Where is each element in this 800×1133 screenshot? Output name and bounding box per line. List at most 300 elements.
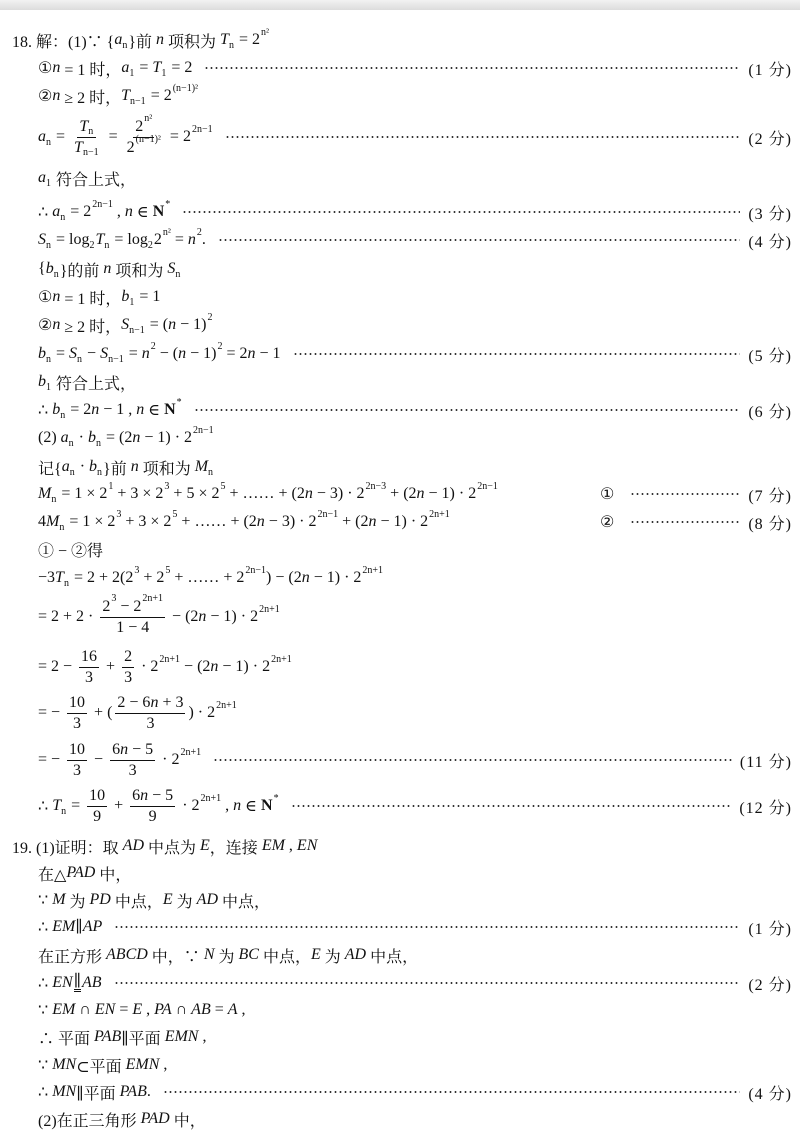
dotted-leader (182, 210, 740, 214)
math-variable: n (91, 401, 100, 418)
superscript: * (176, 396, 182, 408)
superscript: 2n+1 (362, 564, 384, 576)
math-text: + (110, 797, 128, 814)
subscript: n (59, 521, 65, 533)
math-text: ∥平面 (76, 1085, 120, 1103)
math-variable: n (233, 797, 242, 814)
math-text: = 2 (146, 87, 172, 104)
math-text: 符合上式， (52, 375, 137, 393)
line-content (38, 167, 136, 190)
superscript: 2n+1 (259, 603, 280, 615)
superscript: (n−1)² (135, 133, 161, 145)
fraction-denominator (125, 133, 163, 158)
math-text: + …… + 2 (170, 569, 245, 586)
line-content (38, 396, 182, 421)
math-variable: n (52, 316, 61, 333)
math-text: 10 (89, 786, 106, 804)
score-label: (11 分) (739, 753, 792, 771)
math-variable: a (38, 128, 46, 145)
math-text: − 1) (176, 316, 207, 333)
math-text: 6 (112, 740, 121, 758)
score-label: (12 分) (739, 799, 792, 817)
math-text: , (159, 1056, 168, 1073)
math-text: 2 (102, 597, 111, 615)
math-text: = 2 (66, 401, 92, 418)
math-variable: E (310, 946, 321, 963)
fraction (115, 693, 185, 734)
math-variable: AB (82, 974, 102, 991)
math-text: − 5 (148, 786, 174, 804)
superscript: 5 (165, 564, 171, 576)
math-text: ① (38, 289, 53, 306)
score-label: (3 分) (748, 205, 792, 223)
math-text: + (2 (338, 513, 369, 530)
superscript: 2n+1 (180, 746, 202, 758)
math-variable: MN (52, 1056, 77, 1073)
math-variable: AD (344, 946, 367, 963)
solution-line (38, 886, 792, 914)
math-text: − (83, 345, 101, 362)
math-text: 10 (69, 693, 86, 711)
dotted-leader (218, 238, 740, 242)
solution-line (38, 592, 792, 636)
math-variable: a (52, 203, 61, 220)
dotted-leader (293, 352, 741, 356)
math-variable: M (194, 458, 209, 475)
score-label: (5 分) (748, 347, 792, 365)
superscript: 2 (196, 226, 202, 238)
math-text: , (112, 203, 125, 220)
math-text: = 1 时， (60, 290, 122, 308)
top-edge (0, 0, 800, 10)
math-text: 6 (132, 786, 141, 804)
math-text: − 1) · 2 (309, 569, 362, 586)
superscript: 2n+1 (216, 699, 237, 711)
score-label: (7 分) (748, 487, 792, 505)
math-text: ≥ 2 时， (60, 318, 122, 336)
solution-line (38, 396, 792, 424)
math-text: ) − (2 (266, 569, 302, 586)
math-text: − 1) · 2 (206, 608, 259, 625)
math-text: = 2 + 2(2 (69, 569, 134, 586)
subscript: 1 (129, 67, 135, 79)
solution-line (38, 424, 792, 452)
math-text: = 2 − (38, 658, 77, 675)
dotted-leader (194, 408, 741, 412)
math-variable: a (60, 429, 69, 446)
line-content (38, 647, 292, 688)
math-text: }的前 (59, 262, 104, 280)
math-text: ∴ (38, 204, 53, 221)
math-text: − 1) · 2 (424, 485, 477, 502)
math-text: · 2 (137, 658, 159, 675)
math-text: = 2 (66, 203, 92, 220)
line-content (38, 258, 181, 281)
math-variable: n (210, 658, 219, 675)
math-variable: n (141, 345, 150, 362)
fraction-denominator (71, 761, 83, 781)
math-variable: M (38, 485, 52, 502)
solution-line (12, 832, 792, 860)
math-text: { (38, 260, 46, 277)
math-text: ∩ (171, 1001, 192, 1018)
math-text: ≥ 2 时， (60, 89, 122, 107)
math-variable: n (256, 513, 265, 530)
superscript: 3 (116, 508, 122, 520)
math-variable: MN (52, 1083, 77, 1100)
math-text: · 2 (158, 751, 180, 768)
math-variable: PAB (119, 1083, 147, 1100)
solution-line (38, 1105, 792, 1133)
math-text: ∥ (75, 919, 83, 936)
line-content (38, 226, 206, 251)
math-text: 项和为 (138, 460, 195, 478)
subscript: 1 (129, 296, 135, 308)
math-text: 2 (153, 231, 162, 248)
solution-line (38, 453, 792, 481)
math-variable: n (150, 693, 159, 711)
math-text: 中点为 (144, 839, 201, 857)
subscript: n (95, 437, 101, 449)
fraction (100, 592, 165, 638)
math-text: , (221, 797, 234, 814)
math-text: ∵ (38, 892, 53, 909)
fraction-numerator (67, 693, 87, 714)
math-text: 3 (85, 668, 94, 686)
solution-line (38, 941, 792, 969)
subscript: n (63, 577, 69, 589)
subscript: n (53, 268, 59, 280)
math-variable: n (304, 485, 313, 502)
math-text: = 2 (234, 31, 260, 48)
line-content (38, 944, 418, 967)
math-text: − 1) · 2 (376, 513, 429, 530)
math-text: + 3 (158, 693, 184, 711)
superscript: 2n+1 (142, 592, 164, 604)
math-variable: AD (122, 837, 144, 854)
superscript: 3 (111, 592, 117, 604)
math-text: 16 (81, 647, 98, 665)
solution-line (38, 164, 792, 192)
line-content (38, 371, 136, 394)
math-text: 项积为 (164, 33, 221, 51)
score-label: (1 分) (748, 61, 792, 79)
line-content (12, 26, 269, 52)
math-text: 3 (73, 714, 82, 732)
solution-line (38, 255, 792, 283)
math-variable: b (121, 288, 130, 305)
superscript: 3 (134, 564, 140, 576)
fraction (67, 693, 87, 734)
math-text: − 1) · 2 (218, 658, 271, 675)
math-variable: EN (94, 1001, 116, 1018)
math-text: 4 (38, 513, 46, 530)
math-text: ∵ (38, 1057, 53, 1074)
score-label: (2 分) (748, 976, 792, 994)
math-variable: AD (196, 891, 218, 908)
fraction (110, 740, 155, 781)
math-variable: T (52, 797, 62, 814)
math-variable: PAD (66, 864, 96, 881)
line-content (38, 198, 171, 223)
math-text: −3 (38, 569, 56, 586)
subscript: 1 (46, 177, 51, 189)
math-text: − 5 (128, 740, 154, 758)
math-text: ∴ 平面 (38, 1030, 95, 1048)
math-text: 19. (1)证明：取 (12, 839, 123, 857)
math-variable: n (103, 260, 112, 277)
fraction-denominator (127, 761, 139, 781)
line-content (38, 1054, 167, 1077)
subscript: n−1 (129, 324, 145, 336)
math-variable: E (132, 1001, 143, 1018)
math-text: ∴ (38, 1084, 53, 1101)
solution-line (38, 368, 792, 396)
subscript: n (97, 466, 103, 478)
math-variable: a (61, 458, 70, 475)
subscript: n (88, 125, 94, 137)
math-text: = (67, 797, 85, 814)
math-text: − 2 (116, 597, 142, 615)
math-text: 为 (320, 948, 345, 966)
math-text: ∴ (38, 919, 53, 936)
fraction (125, 112, 163, 158)
math-text: = 1 × 2 (65, 513, 116, 530)
superscript: 2n−1 (245, 564, 267, 576)
math-text: 中点， (110, 893, 163, 911)
fraction-denominator (72, 138, 102, 158)
line-content (38, 1000, 246, 1020)
math-variable: T (79, 117, 89, 135)
solution-line (38, 693, 792, 732)
math-variable: M (46, 513, 60, 530)
math-text: , (142, 1001, 155, 1018)
math-variable: n (120, 740, 129, 758)
solution-line (38, 198, 792, 226)
math-text: − (2 (168, 608, 199, 625)
math-text: 为 (172, 893, 197, 911)
line-content (38, 57, 192, 80)
fraction-denominator (71, 714, 83, 734)
line-content (38, 538, 103, 561)
math-text: 10 (69, 740, 86, 758)
math-text: , (284, 837, 297, 854)
math-text: = log (52, 231, 90, 248)
solution-line (38, 112, 792, 158)
fraction (130, 786, 175, 827)
math-variable: n (136, 401, 145, 418)
math-variable: ABCD (106, 946, 148, 963)
math-variable: EM (52, 1001, 76, 1018)
subscript: n (68, 437, 74, 449)
math-text: − 1 , (99, 401, 137, 418)
solution-line (38, 54, 792, 82)
math-text: ) · 2 (188, 704, 216, 721)
math-text: + …… + (2 (225, 485, 305, 502)
fraction-numerator (77, 117, 96, 138)
solution-line (38, 647, 792, 686)
set-symbol: N (152, 203, 165, 220)
superscript: 5 (220, 480, 226, 492)
math-text: 中点， (218, 893, 271, 911)
math-text: (2)在正三角形 (38, 1112, 141, 1130)
dotted-leader (213, 758, 732, 762)
math-text: 项和为 (111, 262, 168, 280)
solution-line (38, 340, 792, 368)
fraction-numerator (130, 786, 175, 807)
fraction-numerator (79, 647, 99, 668)
subscript: n (51, 493, 57, 505)
math-text: 在△ (38, 866, 67, 884)
math-variable: a (121, 59, 130, 76)
fraction-numerator (100, 592, 165, 618)
math-variable: n (301, 569, 310, 586)
math-variable: PD (89, 891, 111, 908)
solution-line (38, 311, 792, 339)
line-content (38, 740, 201, 781)
dotted-leader (630, 520, 740, 524)
math-text: ∈ (132, 204, 153, 221)
math-text: ∈ (144, 402, 165, 419)
subscript: n (77, 353, 83, 365)
math-variable: n (247, 345, 256, 362)
math-text: + …… + (2 (177, 513, 257, 530)
math-text: 2 (124, 647, 133, 665)
math-variable: S (121, 316, 130, 333)
math-text: 中， (95, 866, 132, 884)
math-variable: n (132, 429, 141, 446)
math-variable: S (69, 345, 78, 362)
math-text: = ( (145, 316, 169, 333)
math-text: = (170, 231, 188, 248)
line-content (38, 480, 498, 505)
math-text: − 1 (255, 345, 281, 362)
math-text: 3 (128, 761, 137, 779)
math-variable: S (167, 260, 176, 277)
math-text: − 1) (186, 345, 217, 362)
line-content (38, 456, 214, 479)
superscript: n² (260, 26, 269, 38)
math-text: + 3 × 2 (121, 513, 172, 530)
math-text: − 3) · 2 (312, 485, 365, 502)
score-label: (2 分) (748, 130, 792, 148)
math-variable: n (198, 608, 207, 625)
math-variable: a (38, 169, 46, 186)
math-variable: T (220, 31, 229, 48)
superscript: 3 (164, 480, 170, 492)
math-text: ∴ (38, 402, 53, 419)
subscript: n−1 (130, 95, 146, 107)
fraction-numerator (87, 786, 107, 807)
fraction (122, 647, 134, 688)
math-text: − 3) · 2 (264, 513, 317, 530)
superscript: 2n+1 (429, 508, 450, 520)
math-variable: EN (296, 837, 318, 854)
set-symbol: N (261, 797, 273, 814)
math-text: 2 (126, 138, 135, 156)
math-text: 3 (73, 761, 82, 779)
math-text: = log (110, 231, 148, 248)
math-variable: b (38, 345, 46, 362)
solution-line (38, 913, 792, 941)
math-text: , (237, 1001, 246, 1018)
math-variable: b (87, 429, 96, 446)
math-text: = 2 (167, 59, 193, 76)
math-variable: PAD (140, 1110, 170, 1127)
dotted-leader (204, 66, 740, 70)
math-variable: M (52, 891, 66, 908)
superscript: 2n+1 (271, 653, 292, 665)
math-text: ∥平面 (121, 1030, 165, 1048)
subscript: n (122, 39, 128, 51)
math-text: = (210, 1001, 228, 1018)
solution-line (38, 508, 792, 536)
math-variable: E (162, 891, 173, 908)
math-variable: b (52, 401, 61, 418)
subscript: n (61, 805, 67, 817)
fraction-denominator (144, 714, 156, 734)
math-text: 9 (148, 807, 157, 825)
math-text: . (146, 1083, 151, 1100)
math-text: 18. 解：(1)∵ { (12, 33, 115, 51)
subscript: n−1 (108, 353, 124, 365)
math-variable: n (178, 345, 187, 362)
superscript: 2n−1 (92, 198, 113, 210)
math-text: 1 − 4 (116, 618, 150, 636)
math-variable: PAB (94, 1028, 122, 1045)
score-label: (1 分) (748, 920, 792, 938)
math-text: = (115, 1001, 133, 1018)
fraction (72, 117, 102, 158)
math-variable: AP (82, 918, 103, 935)
math-text: · (75, 458, 90, 475)
math-variable: EN (52, 974, 73, 991)
superscript: 2n−1 (191, 123, 213, 135)
math-variable: n (52, 59, 61, 76)
math-text: ∩ (75, 1001, 95, 1018)
equation-marker: ② (599, 514, 615, 531)
math-text: 符合上式， (52, 171, 137, 189)
superscript: 2 (217, 340, 223, 352)
superscript: 2n−3 (365, 480, 387, 492)
superscript: * (273, 792, 279, 804)
line-content (38, 1026, 206, 1049)
math-variable: n (416, 485, 425, 502)
subscript: n (46, 136, 51, 148)
math-text: ∈ (241, 798, 261, 815)
line-content (38, 508, 450, 533)
fraction-numerator (122, 647, 134, 668)
math-text: − 1) · 2 (140, 429, 193, 446)
fraction-numerator (67, 740, 87, 761)
subscript: 1 (161, 67, 167, 79)
math-variable: n (368, 513, 377, 530)
math-text: − (2 (180, 658, 211, 675)
math-variable: a (114, 31, 123, 48)
math-variable: S (100, 345, 109, 362)
math-text: = 2 (165, 128, 191, 145)
line-content (38, 112, 213, 158)
math-text: ② (38, 317, 53, 334)
dotted-leader (630, 492, 740, 496)
fraction-numerator (110, 740, 155, 761)
subscript: n (46, 353, 51, 365)
math-variable: BC (238, 946, 259, 963)
math-text: ① (38, 60, 53, 77)
superscript: 1 (108, 480, 114, 492)
line-content (38, 286, 160, 309)
math-variable: n (52, 288, 61, 305)
